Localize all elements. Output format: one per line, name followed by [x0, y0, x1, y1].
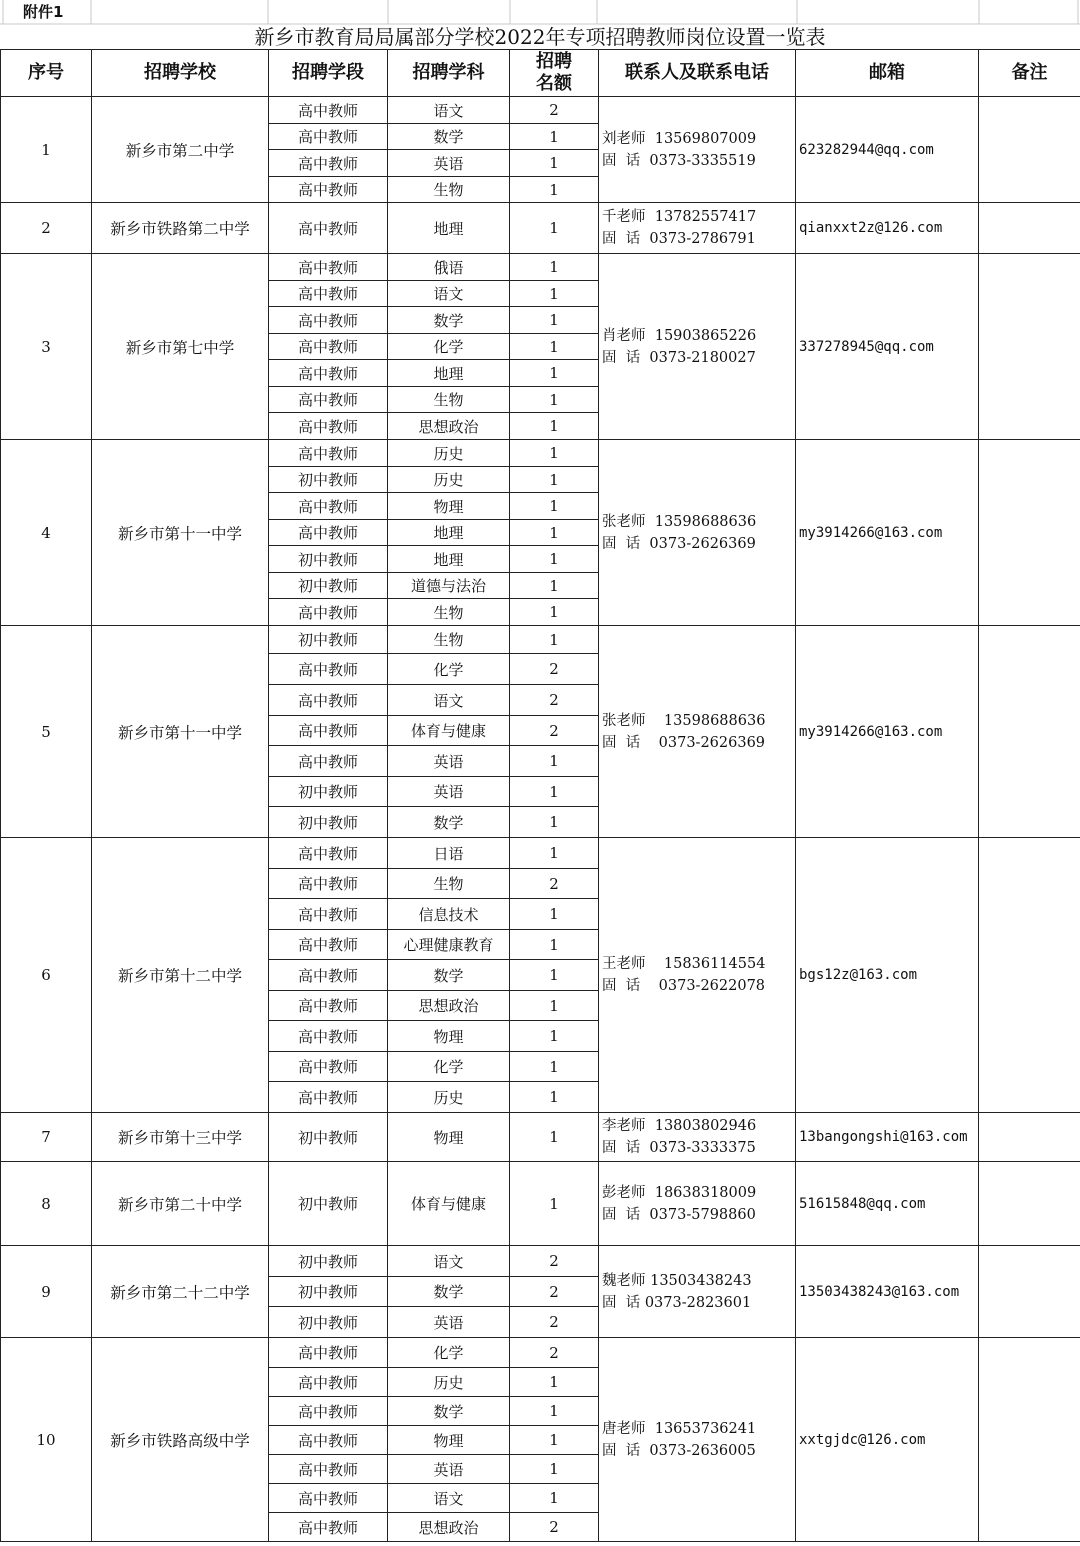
quota-cell: 1 — [510, 746, 599, 777]
stage-cell: 高中教师 — [269, 493, 388, 520]
email-cell: bgs12z@163.com — [796, 838, 979, 1113]
subject-cell: 物理 — [388, 1021, 510, 1052]
quota-cell: 1 — [510, 360, 599, 387]
stage-cell: 高中教师 — [269, 685, 388, 716]
stage-cell: 高中教师 — [269, 124, 388, 150]
subject-cell: 化学 — [388, 1338, 510, 1368]
email-cell: 13bangongshi@163.com — [796, 1113, 979, 1162]
school-name: 新乡市第十一中学 — [92, 626, 269, 838]
remark-cell — [979, 1338, 1080, 1542]
stage-cell: 高中教师 — [269, 281, 388, 307]
email-cell: 623282944@qq.com — [796, 97, 979, 203]
subject-cell: 数学 — [388, 307, 510, 334]
row-number: 9 — [1, 1246, 92, 1338]
stage-cell: 高中教师 — [269, 838, 388, 869]
subject-cell: 生物 — [388, 387, 510, 413]
subject-cell: 历史 — [388, 1368, 510, 1397]
subject-cell: 物理 — [388, 1113, 510, 1162]
stage-cell: 高中教师 — [269, 654, 388, 685]
email-cell: qianxxt2z@126.com — [796, 203, 979, 254]
stage-cell: 高中教师 — [269, 716, 388, 746]
table-row — [1, 254, 1080, 281]
school-name: 新乡市第二十中学 — [92, 1162, 269, 1246]
subject-cell: 英语 — [388, 1307, 510, 1338]
header-row — [1, 50, 1080, 97]
school-name: 新乡市第二十二中学 — [92, 1246, 269, 1338]
row-number: 6 — [1, 838, 92, 1113]
remark-cell — [979, 203, 1080, 254]
table-row — [1, 203, 1080, 254]
quota-cell: 1 — [510, 1426, 599, 1455]
header-quota-line1: 招聘 — [536, 51, 572, 72]
stage-cell: 高中教师 — [269, 1484, 388, 1513]
contact-cell: 李老师 13803802946 固 话 0373-3333375 — [599, 1113, 796, 1162]
table-body — [1, 97, 1080, 1542]
contact-cell: 肖老师 15903865226 固 话 0373-2180027 — [599, 254, 796, 440]
subject-cell: 历史 — [388, 440, 510, 467]
remark-cell — [979, 97, 1080, 203]
page-title: 新乡市教育局局属部分学校2022年专项招聘教师岗位设置一览表 — [254, 25, 826, 49]
spreadsheet-gridlines — [0, 0, 1080, 25]
subject-cell: 化学 — [388, 1052, 510, 1082]
quota-cell: 1 — [510, 150, 599, 177]
subject-cell: 生物 — [388, 177, 510, 203]
table-row — [1, 626, 1080, 654]
contact-cell: 千老师 13782557417 固 话 0373-2786791 — [599, 203, 796, 254]
subject-cell: 地理 — [388, 360, 510, 387]
subject-cell: 语文 — [388, 281, 510, 307]
row-number: 7 — [1, 1113, 92, 1162]
quota-cell: 1 — [510, 1052, 599, 1082]
quota-cell: 2 — [510, 1307, 599, 1338]
table-row — [1, 1162, 1080, 1246]
email-cell: 13503438243@163.com — [796, 1246, 979, 1338]
quota-cell: 1 — [510, 1397, 599, 1426]
stage-cell: 高中教师 — [269, 413, 388, 440]
subject-cell: 生物 — [388, 869, 510, 899]
quota-cell: 1 — [510, 307, 599, 334]
stage-cell: 初中教师 — [269, 546, 388, 573]
subject-cell: 语文 — [388, 1484, 510, 1513]
header-remark: 备注 — [979, 50, 1080, 97]
stage-cell: 高中教师 — [269, 177, 388, 203]
table-row — [1, 838, 1080, 869]
row-number: 4 — [1, 440, 92, 626]
quota-cell: 1 — [510, 807, 599, 838]
subject-cell: 英语 — [388, 150, 510, 177]
subject-cell: 物理 — [388, 1426, 510, 1455]
contact-cell: 王老师 15836114554 固 话 0373-2622078 — [599, 838, 796, 1113]
subject-cell: 语文 — [388, 1246, 510, 1277]
remark-cell — [979, 440, 1080, 626]
stage-cell: 高中教师 — [269, 869, 388, 899]
quota-cell: 1 — [510, 440, 599, 467]
stage-cell: 高中教师 — [269, 334, 388, 360]
quota-cell: 1 — [510, 546, 599, 573]
row-number: 10 — [1, 1338, 92, 1542]
stage-cell: 高中教师 — [269, 899, 388, 930]
quota-cell: 2 — [510, 869, 599, 899]
school-name: 新乡市第七中学 — [92, 254, 269, 440]
school-name: 新乡市铁路高级中学 — [92, 1338, 269, 1542]
subject-cell: 数学 — [388, 807, 510, 838]
quota-cell: 1 — [510, 1021, 599, 1052]
subject-cell: 体育与健康 — [388, 716, 510, 746]
subject-cell: 数学 — [388, 1397, 510, 1426]
quota-cell: 1 — [510, 930, 599, 960]
stage-cell: 高中教师 — [269, 960, 388, 991]
subject-cell: 英语 — [388, 1455, 510, 1484]
quota-cell: 1 — [510, 599, 599, 626]
subject-cell: 历史 — [388, 1082, 510, 1113]
quota-cell: 1 — [510, 124, 599, 150]
stage-cell: 高中教师 — [269, 1426, 388, 1455]
stage-cell: 高中教师 — [269, 930, 388, 960]
subject-cell: 历史 — [388, 467, 510, 493]
stage-cell: 高中教师 — [269, 991, 388, 1021]
contact-cell: 刘老师 13569807009 固 话 0373-3335519 — [599, 97, 796, 203]
quota-cell: 1 — [510, 1082, 599, 1113]
school-name: 新乡市第十一中学 — [92, 440, 269, 626]
remark-cell — [979, 626, 1080, 838]
quota-cell: 1 — [510, 1484, 599, 1513]
stage-cell: 高中教师 — [269, 1368, 388, 1397]
stage-cell: 高中教师 — [269, 520, 388, 546]
quota-cell: 1 — [510, 991, 599, 1021]
stage-cell: 初中教师 — [269, 1113, 388, 1162]
stage-cell: 高中教师 — [269, 387, 388, 413]
subject-cell: 生物 — [388, 599, 510, 626]
quota-cell: 1 — [510, 520, 599, 546]
header-stage: 招聘学段 — [269, 50, 388, 97]
stage-cell: 初中教师 — [269, 573, 388, 599]
school-name: 新乡市铁路第二中学 — [92, 203, 269, 254]
subject-cell: 地理 — [388, 546, 510, 573]
remark-cell — [979, 254, 1080, 440]
table-row — [1, 1338, 1080, 1368]
quota-cell: 1 — [510, 626, 599, 654]
email-cell: 51615848@qq.com — [796, 1162, 979, 1246]
quota-cell: 2 — [510, 1277, 599, 1307]
subject-cell: 道德与法治 — [388, 573, 510, 599]
stage-cell: 初中教师 — [269, 1307, 388, 1338]
stage-cell: 高中教师 — [269, 360, 388, 387]
stage-cell: 初中教师 — [269, 1246, 388, 1277]
quota-cell: 1 — [510, 254, 599, 281]
quota-cell: 2 — [510, 1246, 599, 1277]
quota-cell: 1 — [510, 1368, 599, 1397]
table-row — [1, 97, 1080, 124]
subject-cell: 数学 — [388, 1277, 510, 1307]
header-contact: 联系人及联系电话 — [599, 50, 796, 97]
subject-cell: 日语 — [388, 838, 510, 869]
contact-cell: 张老师 13598688636 固 话 0373-2626369 — [599, 626, 796, 838]
table-row — [1, 440, 1080, 467]
email-cell: 337278945@qq.com — [796, 254, 979, 440]
subject-cell: 心理健康教育 — [388, 930, 510, 960]
subject-cell: 英语 — [388, 746, 510, 777]
quota-cell: 2 — [510, 1338, 599, 1368]
quota-cell: 1 — [510, 467, 599, 493]
subject-cell: 地理 — [388, 203, 510, 254]
header-school: 招聘学校 — [92, 50, 269, 97]
remark-cell — [979, 1246, 1080, 1338]
quota-cell: 1 — [510, 177, 599, 203]
contact-cell: 彭老师 18638318009 固 话 0373-5798860 — [599, 1162, 796, 1246]
quota-cell: 1 — [510, 493, 599, 520]
quota-cell: 2 — [510, 654, 599, 685]
row-number: 1 — [1, 97, 92, 203]
school-name: 新乡市第十三中学 — [92, 1113, 269, 1162]
school-name: 新乡市第十二中学 — [92, 838, 269, 1113]
quota-cell: 2 — [510, 716, 599, 746]
quota-cell: 1 — [510, 838, 599, 869]
quota-cell: 1 — [510, 413, 599, 440]
quota-cell: 1 — [510, 1455, 599, 1484]
stage-cell: 高中教师 — [269, 1338, 388, 1368]
subject-cell: 语文 — [388, 685, 510, 716]
stage-cell: 高中教师 — [269, 203, 388, 254]
stage-cell: 初中教师 — [269, 1162, 388, 1246]
row-number: 8 — [1, 1162, 92, 1246]
stage-cell: 高中教师 — [269, 746, 388, 777]
remark-cell — [979, 838, 1080, 1113]
subject-cell: 思想政治 — [388, 1513, 510, 1542]
quota-cell: 1 — [510, 203, 599, 254]
stage-cell: 高中教师 — [269, 150, 388, 177]
email-cell: my3914266@163.com — [796, 440, 979, 626]
contact-cell: 张老师 13598688636 固 话 0373-2626369 — [599, 440, 796, 626]
stage-cell: 高中教师 — [269, 1397, 388, 1426]
subject-cell: 思想政治 — [388, 991, 510, 1021]
subject-cell: 语文 — [388, 97, 510, 124]
header-no: 序号 — [1, 50, 92, 97]
quota-cell: 1 — [510, 334, 599, 360]
subject-cell: 地理 — [388, 520, 510, 546]
stage-cell: 高中教师 — [269, 1021, 388, 1052]
header-quota — [510, 50, 599, 97]
quota-cell: 1 — [510, 1113, 599, 1162]
quota-cell: 1 — [510, 387, 599, 413]
subject-cell: 数学 — [388, 960, 510, 991]
quota-cell: 2 — [510, 97, 599, 124]
table-row — [1, 1246, 1080, 1277]
stage-cell: 高中教师 — [269, 97, 388, 124]
email-cell: xxtgjdc@126.com — [796, 1338, 979, 1542]
subject-cell: 物理 — [388, 493, 510, 520]
contact-cell: 魏老师 13503438243 固 话 0373-2823601 — [599, 1246, 796, 1338]
row-number: 3 — [1, 254, 92, 440]
quota-cell: 1 — [510, 281, 599, 307]
quota-cell: 2 — [510, 685, 599, 716]
stage-cell: 高中教师 — [269, 307, 388, 334]
quota-cell: 1 — [510, 777, 599, 807]
attachment-label: 附件1 — [23, 3, 64, 21]
stage-cell: 高中教师 — [269, 254, 388, 281]
stage-cell: 高中教师 — [269, 1082, 388, 1113]
quota-cell: 1 — [510, 573, 599, 599]
subject-cell: 俄语 — [388, 254, 510, 281]
stage-cell: 高中教师 — [269, 1455, 388, 1484]
contact-cell: 唐老师 13653736241 固 话 0373-2636005 — [599, 1338, 796, 1542]
table-row — [1, 1113, 1080, 1162]
subject-cell: 化学 — [388, 654, 510, 685]
subject-cell: 生物 — [388, 626, 510, 654]
stage-cell: 高中教师 — [269, 1513, 388, 1542]
subject-cell: 思想政治 — [388, 413, 510, 440]
stage-cell: 高中教师 — [269, 1052, 388, 1082]
stage-cell: 初中教师 — [269, 1277, 388, 1307]
recruitment-table — [0, 49, 1080, 1542]
email-cell: my3914266@163.com — [796, 626, 979, 838]
subject-cell: 数学 — [388, 124, 510, 150]
stage-cell: 初中教师 — [269, 807, 388, 838]
row-number: 2 — [1, 203, 92, 254]
stage-cell: 初中教师 — [269, 626, 388, 654]
stage-cell: 高中教师 — [269, 599, 388, 626]
school-name: 新乡市第二中学 — [92, 97, 269, 203]
stage-cell: 初中教师 — [269, 777, 388, 807]
header-subject: 招聘学科 — [388, 50, 510, 97]
remark-cell — [979, 1162, 1080, 1246]
subject-cell: 英语 — [388, 777, 510, 807]
subject-cell: 化学 — [388, 334, 510, 360]
stage-cell: 初中教师 — [269, 467, 388, 493]
remark-cell — [979, 1113, 1080, 1162]
quota-cell: 1 — [510, 1162, 599, 1246]
quota-cell: 2 — [510, 1513, 599, 1542]
quota-cell: 1 — [510, 960, 599, 991]
quota-cell: 1 — [510, 899, 599, 930]
stage-cell: 高中教师 — [269, 440, 388, 467]
subject-cell: 信息技术 — [388, 899, 510, 930]
header-quota-line2: 名额 — [536, 73, 572, 94]
row-number: 5 — [1, 626, 92, 838]
header-email: 邮箱 — [796, 50, 979, 97]
subject-cell: 体育与健康 — [388, 1162, 510, 1246]
